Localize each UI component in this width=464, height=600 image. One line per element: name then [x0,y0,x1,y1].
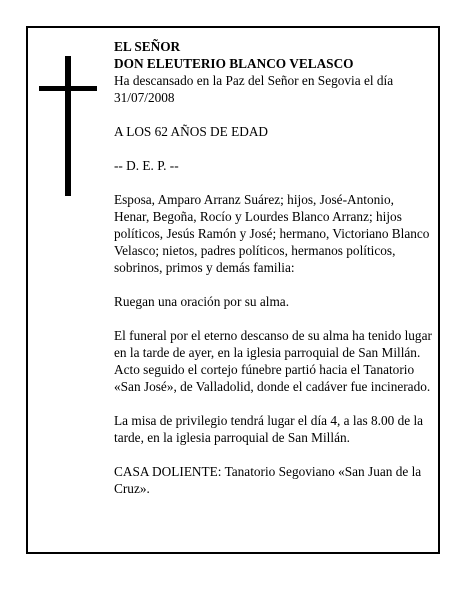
cross-icon-bar [39,86,97,91]
deceased-name: DON ELEUTERIO BLANCO VELASCO [114,56,354,71]
funeral-paragraph: El funeral por el eterno descanso de su alma ha tenido lugar en la tarde de ayer, en la iglesia parroquial de San Millán. Acto seguido el cortejo fúnebre partió hacia el Tanatorio «San José», de Valladolid, donde el cadáver fue incinerado. [114,328,432,394]
prayer-line: Ruegan una oración por su alma. [114,294,290,309]
mass-paragraph: La misa de privilegio tendrá lugar el día 4, a las 8.00 de la tarde, en la iglesia parroquial de San Millán. [114,413,424,445]
age-line: A LOS 62 AÑOS DE EDAD [114,124,269,139]
family-paragraph: Esposa, Amparo Arranz Suárez; hijos, José-Antonio, Henar, Begoña, Rocío y Lourdes Blanco Arranz; hijos políticos, Jesús Ramón y José; hermano, Victoriano Blanco Velasco; nietos, padres políticos, hermanos políticos, sobrinos, primos y demás familia: [114,192,430,275]
dep-line: -- D. E. P. -- [114,158,179,173]
obituary-title: EL SEÑOR [114,39,181,54]
death-announcement: Ha descansado en la Paz del Señor en Segovia el día 31/07/2008 [114,73,394,105]
obituary-content [114,38,432,497]
house-paragraph: CASA DOLIENTE: Tanatorio Segoviano «San Juan de la Cruz». [114,464,422,496]
cross-icon [65,56,71,196]
